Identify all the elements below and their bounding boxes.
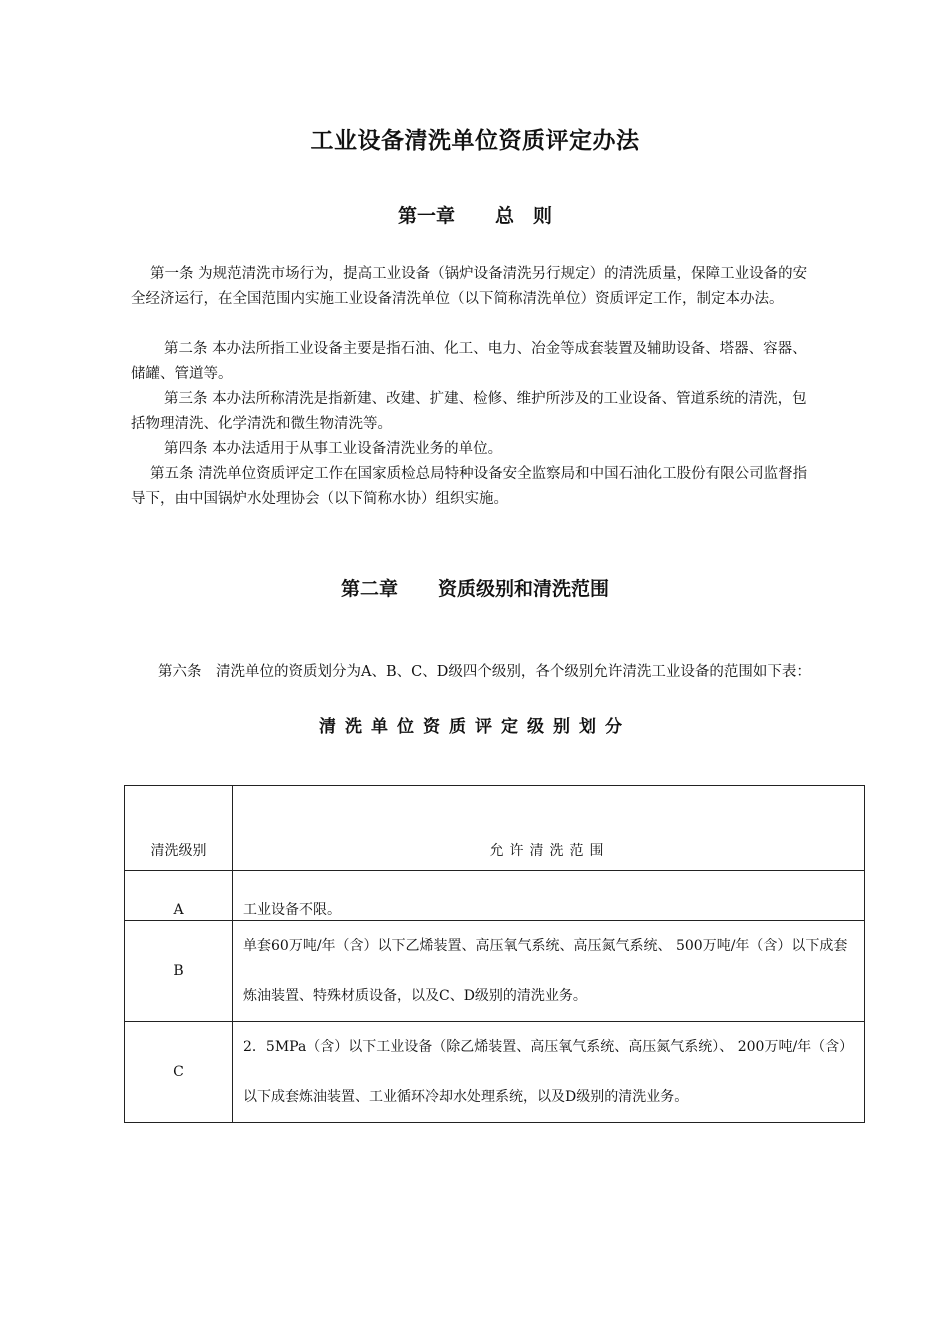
header-level: 清洗级别 — [125, 786, 233, 871]
scope-c: 2．5MPa（含）以下工业设备（除乙烯装置、高压氧气系统、高压氮气系统）、 200万吨/年（含）以下成套炼油装置、工业循环冷却水处理系统，以及D级别的清洗业务。 — [233, 1022, 865, 1123]
article-1: 第一条 为规范清洗市场行为，提高工业设备（锅炉设备清洗另行规定）的清洗质量，保障工业设备的安全经济运行，在全国范围内实施工业设备清洗单位（以下简称清洗单位）资质评定工作，制定本办法。 — [131, 266, 808, 307]
document-title: 工业设备清洗单位资质评定办法 — [310, 127, 640, 154]
level-b: B — [125, 921, 233, 1022]
table-title: 清洗单位资质评定级别划分 — [319, 717, 631, 737]
level-a: A — [173, 902, 184, 918]
table-row — [125, 871, 865, 921]
table-header-row — [125, 786, 865, 871]
article-2: 第二条 本办法所指工业设备主要是指石油、化工、电力、冶金等成套装置及辅助设备、塔器、容器、储罐、管道等。 — [131, 341, 807, 382]
article-5: 第五条 清洗单位资质评定工作在国家质检总局特种设备安全监察局和中国石油化工股份有限公司监督指导下，由中国锅炉水处理协会（以下简称水协）组织实施。 — [131, 466, 808, 507]
qualification-table — [124, 785, 865, 1123]
chapter-2-heading — [0, 574, 950, 601]
chapter-1-heading — [0, 201, 950, 228]
article-6: 第六条 清洗单位的资质划分为A、B、C、D级四个级别，各个级别允许清洗工业设备的范围如下表： — [158, 664, 811, 680]
chapter-2-name: 资质级别和清洗范围 — [438, 578, 610, 600]
scope-cell — [233, 871, 865, 921]
article-3: 第三条 本办法所称清洗是指新建、改建、扩建、检修、维护所涉及的工业设备、管道系统的清洗，包括物理清洗、化学清洗和微生物清洗等。 — [131, 391, 807, 432]
article-4: 第四条 本办法适用于从事工业设备清洗业务的单位。 — [164, 441, 503, 457]
chapter-2-prefix: 第二章 — [340, 578, 398, 600]
chapter-1-name: 总 则 — [495, 205, 553, 227]
header-scope: 允许清洗范围 — [233, 786, 865, 871]
table-row — [125, 921, 865, 1022]
level-c: C — [125, 1022, 233, 1123]
table-row — [125, 1022, 865, 1123]
scope-b: 单套60万吨/年（含）以下乙烯装置、高压氧气系统、高压氮气系统、 500万吨/年（含）以下成套炼油装置、特殊材质设备，以及C、D级别的清洗业务。 — [233, 921, 865, 1022]
level-cell — [125, 871, 233, 921]
scope-a: 工业设备不限。 — [243, 902, 341, 918]
chapter-1-prefix: 第一章 — [397, 205, 455, 227]
